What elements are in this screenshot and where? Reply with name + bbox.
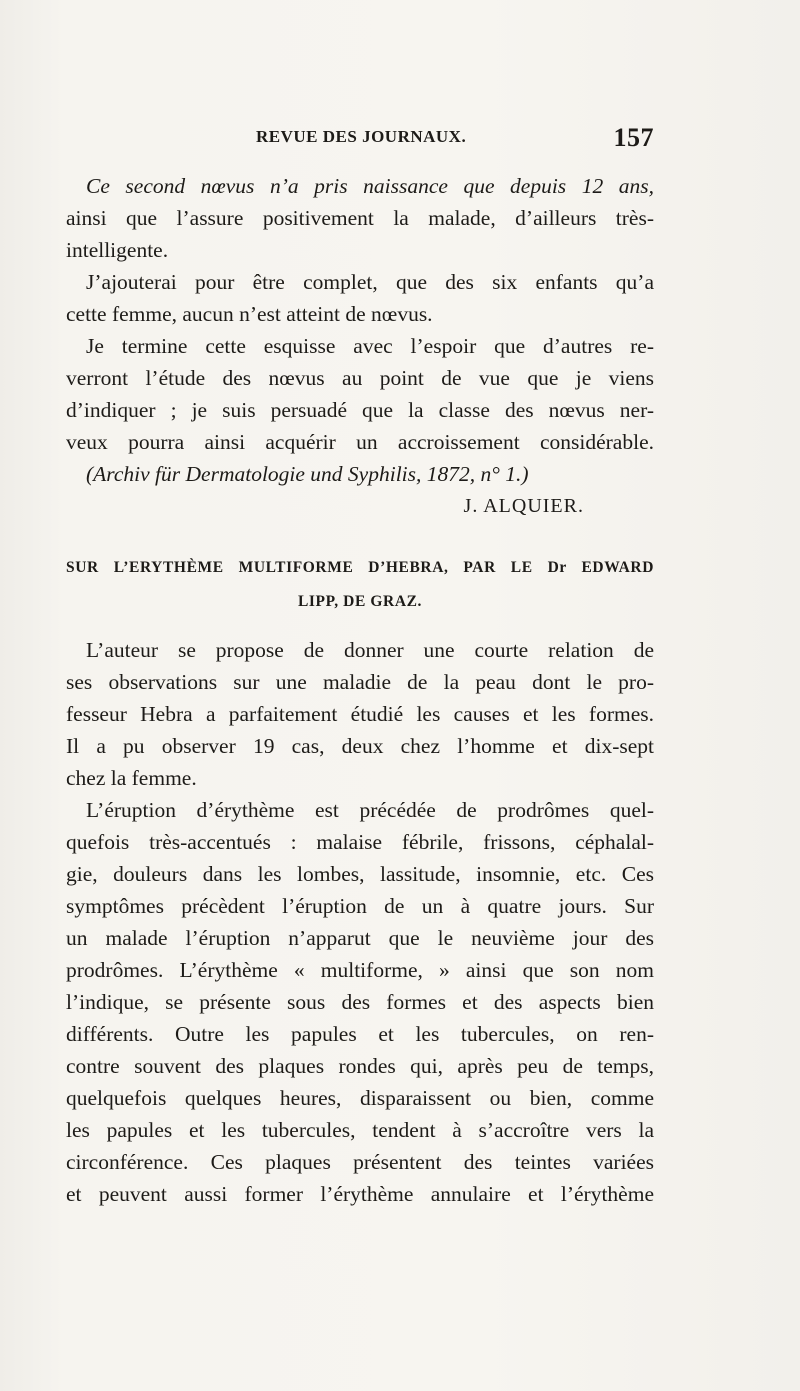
paragraph-4 <box>66 634 654 794</box>
body-text <box>66 170 654 1210</box>
text-line: fesseur Hebra a parfaitement étudié les causes et les formes. <box>66 702 654 726</box>
author-signature: J. ALQUIER. <box>463 495 584 517</box>
text-line: ses observations sur une maladie de la peau dont le pro- <box>66 670 654 694</box>
running-head <box>66 123 654 157</box>
text-line: l’indique, se présente sous des formes et des aspects bien <box>66 990 654 1014</box>
citation: (Archiv für Dermatologie und Syphilis, 1872, n° 1.) <box>86 462 529 486</box>
text-line: J’ajouterai pour être complet, que des six enfants qu’a <box>86 270 654 294</box>
text-line: les papules et les tubercules, tendent à s’accroître vers la <box>66 1118 654 1142</box>
text-line: ainsi que l’assure positivement la malade, d’ailleurs très- <box>66 206 654 230</box>
text-line: verront l’étude des nœvus au point de vue que je viens <box>66 366 654 390</box>
text-line: L’auteur se propose de donner une courte relation de <box>86 638 654 662</box>
text-line: Il a pu observer 19 cas, deux chez l’homme et dix-sept <box>66 734 654 758</box>
text-line: intelligente. <box>66 238 169 262</box>
text-line: quefois très-accentués : malaise fébrile, frissons, céphalal- <box>66 830 654 854</box>
text-line: différents. Outre les papules et les tubercules, on ren- <box>66 1022 654 1046</box>
text-line: Ce second nœvus n’a pris naissance que depuis 12 ans, <box>86 174 654 198</box>
text-line: quelquefois quelques heures, disparaissent ou bien, comme <box>66 1086 654 1110</box>
paragraph-2 <box>66 266 654 330</box>
text-line: L’éruption d’érythème est précédée de prodrômes quel- <box>86 798 654 822</box>
paragraph-1 <box>66 170 654 266</box>
text-line: et peuvent aussi former l’érythème annulaire et l’érythème <box>66 1182 654 1206</box>
article-heading-line-2: LIPP, DE GRAZ. <box>297 593 423 610</box>
text-line: prodrômes. L’érythème « multiforme, » ainsi que son nom <box>66 958 654 982</box>
page-number: 157 <box>613 123 654 152</box>
running-head-title: REVUE DES JOURNAUX. <box>256 127 467 146</box>
text-line: gie, douleurs dans les lombes, lassitude, insomnie, etc. Ces <box>66 862 654 886</box>
paragraph-3 <box>66 330 654 458</box>
text-line: chez la femme. <box>66 766 197 790</box>
paragraph-5 <box>66 794 654 1210</box>
text-line: un malade l’éruption n’apparut que le neuvième jour des <box>66 926 654 950</box>
text-line: Je termine cette esquisse avec l’espoir que d’autres re- <box>86 334 654 358</box>
text-line: circonférence. Ces plaques présentent des teintes variées <box>66 1150 654 1174</box>
article-heading-line-1: SUR L’ERYTHÈME MULTIFORME D’HEBRA, PAR LE Dr EDWARD <box>66 559 654 576</box>
text-line: cette femme, aucun n’est atteint de nœvus. <box>66 302 433 326</box>
text-line: veux pourra ainsi acquérir un accroissement considérable. <box>66 430 654 454</box>
text-line: d’indiquer ; je suis persuadé que la classe des nœvus ner- <box>66 398 654 422</box>
text-line: symptômes précèdent l’éruption de un à quatre jours. Sur <box>66 894 654 918</box>
text-line: contre souvent des plaques rondes qui, après peu de temps, <box>66 1054 654 1078</box>
